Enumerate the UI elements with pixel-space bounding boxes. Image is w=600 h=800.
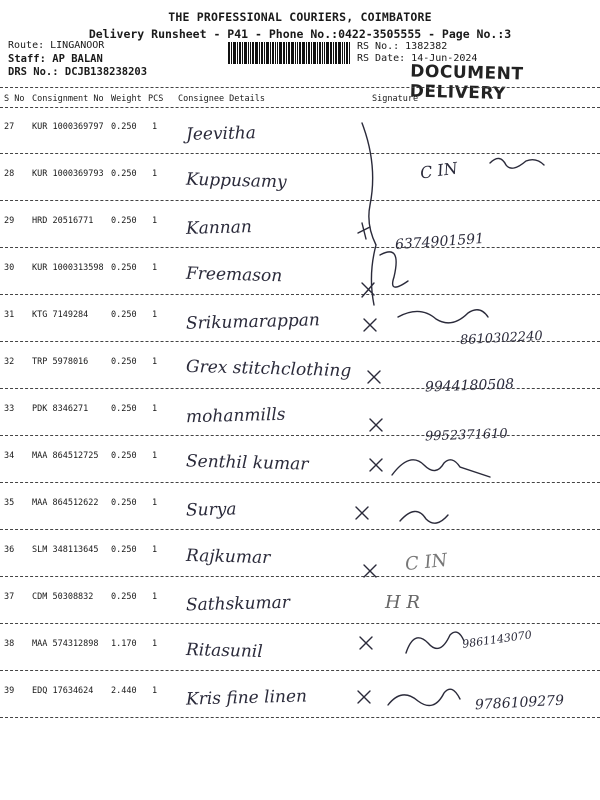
col-weight: Weight <box>111 94 142 104</box>
signature-cross-34 <box>370 459 382 471</box>
row-sno: 34 <box>4 451 15 461</box>
row-sno: 31 <box>4 310 15 320</box>
row-consignment-no: CDM 50308832 <box>32 592 94 602</box>
row-consignee-name: Kannan <box>185 217 253 239</box>
signature-cross-39 <box>358 691 370 703</box>
row-consignment-no: TRP 5978016 <box>32 357 89 367</box>
signature-cross-33 <box>370 419 382 431</box>
row-consignment-no: SLM 348113645 <box>32 545 99 555</box>
row-consignment-no: MAA 574312898 <box>32 639 99 649</box>
rs-date: RS Date: 14-Jun-2024 <box>357 53 478 64</box>
drs-number: DRS No.: DCJB138238203 <box>8 66 148 78</box>
row-pcs: 1 <box>152 357 158 367</box>
signature-scribble-39 <box>388 689 460 705</box>
row-consignment-no: KTG 7149284 <box>32 310 89 320</box>
signature-cross-31 <box>364 319 376 331</box>
row-consignment-no: PDK 8346271 <box>32 404 89 414</box>
signature-phone-33: 9952371610 <box>424 426 508 445</box>
row-weight: 0.250 <box>111 404 137 414</box>
row-weight: 0.250 <box>111 263 137 273</box>
row-pcs: 1 <box>152 545 158 555</box>
row-consignment-no: KUR 1000369793 <box>32 169 104 179</box>
signature-scribble-35 <box>400 511 448 523</box>
signature-scribble-30 <box>380 252 408 287</box>
document-delivery-stamp: DOCUMENT DELIVERY <box>409 61 524 105</box>
staff-label: Staff: AP BALAN <box>8 53 103 65</box>
row-pcs: 1 <box>152 639 158 649</box>
row-consignment-no: KUR 1000369797 <box>32 122 104 132</box>
row-sno: 29 <box>4 216 15 226</box>
row-pcs: 1 <box>152 216 158 226</box>
row-sno: 39 <box>4 686 15 696</box>
signature-cross-36 <box>364 565 376 577</box>
row-weight: 0.250 <box>111 357 137 367</box>
row-pcs: 1 <box>152 498 158 508</box>
signature-brace-27 <box>362 123 376 305</box>
row-sno: 33 <box>4 404 15 414</box>
row-consignee-name: Freemason <box>185 263 283 287</box>
barcode <box>228 42 350 64</box>
row-pcs: 1 <box>152 310 158 320</box>
row-consignee-name: mohanmills <box>185 404 286 428</box>
row-weight: 0.250 <box>111 169 137 179</box>
row-consignee-name: Grex stitchclothing <box>185 356 352 382</box>
row-weight: 2.440 <box>111 686 137 696</box>
row-sno: 37 <box>4 592 15 602</box>
row-sno: 28 <box>4 169 15 179</box>
row-consignment-no: MAA 864512622 <box>32 498 99 508</box>
row-consignee-name: Ritasunil <box>185 639 263 663</box>
row-weight: 0.250 <box>111 498 137 508</box>
row-weight: 0.250 <box>111 592 137 602</box>
row-sno: 38 <box>4 639 15 649</box>
row-weight: 0.250 <box>111 451 137 461</box>
row-consignment-no: HRD 20516771 <box>32 216 94 226</box>
signature-cross-35 <box>356 507 368 519</box>
signature-phone-29: 6374901591 <box>394 230 485 254</box>
row-pcs: 1 <box>152 263 158 273</box>
row-consignee-name: Senthil kumar <box>185 451 309 475</box>
col-consignee: Consignee Details <box>178 94 265 104</box>
row-pcs: 1 <box>152 122 158 132</box>
signature-scribble-28 <box>490 158 544 168</box>
rs-number: RS No.: 1382382 <box>357 41 448 52</box>
col-signature: Signature <box>372 94 419 104</box>
row-weight: 1.170 <box>111 639 137 649</box>
signature-mark-29 <box>358 223 370 239</box>
row-consignment-no: EDQ 17634624 <box>32 686 94 696</box>
header-divider-top <box>0 87 600 88</box>
row-pcs: 1 <box>152 451 158 461</box>
row-sno: 27 <box>4 122 15 132</box>
col-consignment: Consignment No <box>32 94 104 104</box>
row-sno: 35 <box>4 498 15 508</box>
row-consignee-name: Jeevitha <box>185 123 257 145</box>
col-pcs: PCS <box>148 94 164 104</box>
signature-cross-32 <box>368 371 380 383</box>
signature-cin-36: C IN <box>404 549 449 576</box>
runsheet-title: Delivery Runsheet - P41 - Phone No.:0422-3505555 - Page No.:3 <box>88 27 512 41</box>
col-sno: S No <box>4 94 25 104</box>
signature-phone-39: 9786109279 <box>474 692 565 714</box>
row-pcs: 1 <box>152 404 158 414</box>
row-consignee-name: Sathskumar <box>185 592 291 616</box>
signature-scribble-34 <box>392 460 490 477</box>
signature-phone-31: 8610302240 <box>459 328 544 349</box>
row-consignment-no: MAA 864512725 <box>32 451 99 461</box>
signature-phone-32: 9944180508 <box>424 376 515 396</box>
row-pcs: 1 <box>152 592 158 602</box>
row-pcs: 1 <box>152 686 158 696</box>
row-sno: 30 <box>4 263 15 273</box>
signature-phone-38: 9861143070 <box>461 628 533 651</box>
signature-hr-37: H R <box>385 592 420 613</box>
row-sno: 36 <box>4 545 15 555</box>
row-pcs: 1 <box>152 169 158 179</box>
row-sno: 32 <box>4 357 15 367</box>
row-consignee-name: Surya <box>185 499 237 521</box>
row-consignee-name: Rajkumar <box>185 545 271 569</box>
signature-cross-38 <box>360 637 372 649</box>
row-weight: 0.250 <box>111 545 137 555</box>
row-weight: 0.250 <box>111 310 137 320</box>
row-weight: 0.250 <box>111 122 137 132</box>
route-label: Route: LINGANOOR <box>8 40 105 51</box>
row-consignee-name: Kuppusamy <box>185 169 287 193</box>
signature-scribble-38 <box>406 632 464 653</box>
signature-scribble-31 <box>398 310 488 323</box>
signature-cin-28: C IN <box>418 158 459 183</box>
row-weight: 0.250 <box>111 216 137 226</box>
row-consignee-name: Srikumarappan <box>185 310 321 334</box>
signature-scribbles <box>340 105 600 785</box>
company-title: THE PROFESSIONAL COURIERS, COIMBATORE <box>168 10 432 24</box>
row-consignee-name: Kris fine linen <box>185 686 308 710</box>
row-consignment-no: KUR 1000313598 <box>32 263 104 273</box>
